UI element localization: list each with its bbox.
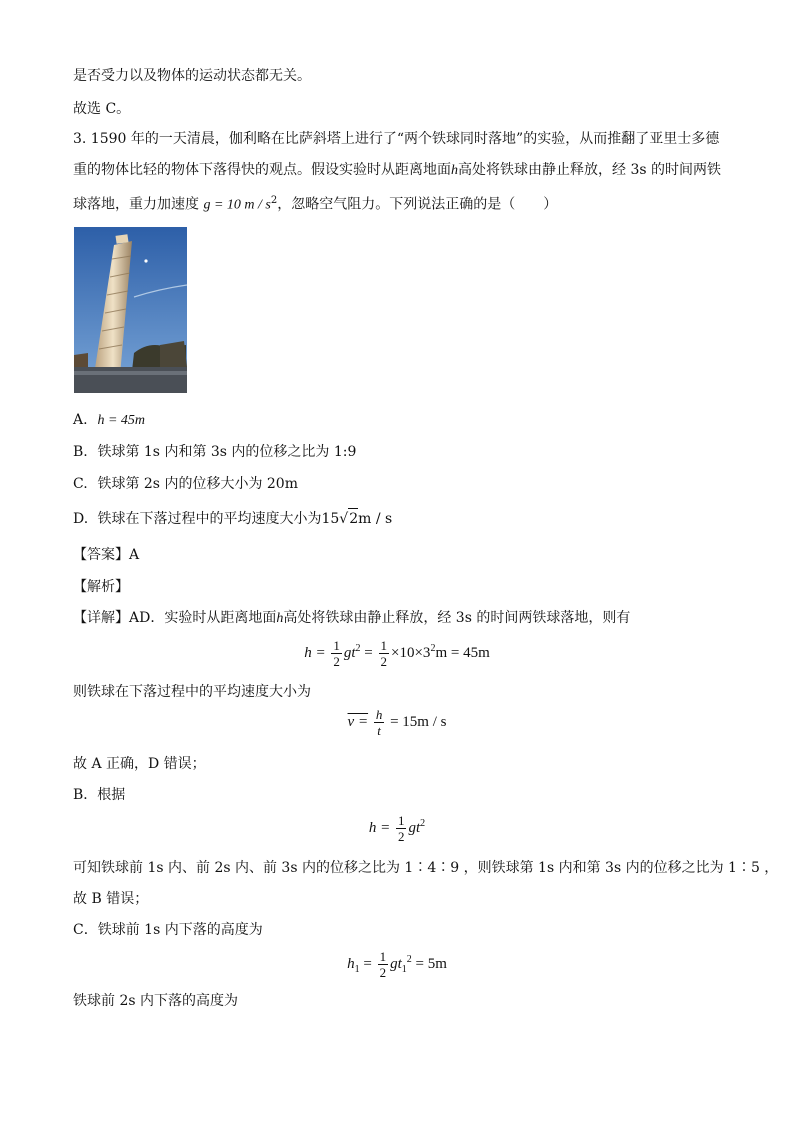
detail-line-4: B．根据 <box>73 787 126 803</box>
detail-line-8: 铁球前 2s 内下落的高度为 <box>73 993 238 1009</box>
question-3-line-3: 球落地，重力加速度 g = 10 m / $s^2$，忽略空气阻力。下列说法正确的是（ ） <box>73 195 558 213</box>
detail-label: 【详解】 <box>73 610 129 626</box>
option-letter: A. <box>73 412 88 428</box>
gravity-expression: g = 10 m / s <box>203 197 271 213</box>
option-text: 铁球在下落过程中的平均速度大小为 <box>97 511 322 527</box>
formula-term: gt <box>390 955 402 972</box>
detail-line-6: 故 B 错误； <box>73 891 149 907</box>
answer-line <box>73 545 139 565</box>
detail-line-7: C．铁球前 1s 内下落的高度为 <box>73 922 263 938</box>
option-letter: D. <box>73 511 89 527</box>
analysis-label: 【解析】 <box>73 579 129 595</box>
option-letter: C. <box>73 476 88 492</box>
option-b <box>73 442 356 462</box>
formula-lhs: h <box>347 955 355 972</box>
text-segment: 高处将铁球由静止释放，经 3s 的时间两铁球落地，则有 <box>283 610 631 626</box>
fraction-h-over-t: $\frac{h}{t}$ <box>375 707 383 738</box>
text-segment: 高处将铁球由静止释放，经 3s 的时间两铁 <box>458 162 721 178</box>
text-segment: ，忽略空气阻力。下列说法正确的是（ ） <box>277 196 558 213</box>
option-text: 铁球第 2s 内的位移大小为 20m <box>97 476 298 492</box>
pisa-tower-illustration <box>74 227 187 393</box>
option-a <box>73 410 145 431</box>
option-text: 铁球第 1s 内和第 3s 内的位移之比为 1:9 <box>97 444 357 460</box>
detail-line-3: 故 A 正确，D 错误； <box>73 756 206 772</box>
option-value: 15 <box>321 511 340 527</box>
option-c <box>73 474 298 494</box>
answer-value: A <box>129 547 140 563</box>
formula-free-fall: h = $\frac{1}{2}$ $gt^2$ <box>368 813 426 844</box>
fraction-half: $\frac{1}{2}$ <box>397 813 405 844</box>
detail-line-1 <box>73 608 630 629</box>
formula-result: = 15m / s <box>390 713 447 730</box>
question-3-line-2 <box>73 160 721 181</box>
detail-line-5: 可知铁球前 1s 内、前 2s 内、前 3s 内的位移之比为 1∶4∶9 ，则铁球第 1s 内和第 3s 内的位移之比为 1∶5 ， <box>73 860 779 876</box>
formula-result: = 5m <box>415 955 447 972</box>
text-line: 是否受力以及物体的运动状态都无关。 <box>73 68 311 84</box>
option-letter: B. <box>73 444 88 460</box>
question-3-line-1: 3. 1590 年的一天清晨，伽利略在比萨斜塔上进行了“两个铁球同时落地”的实验，从而推翻了亚里士多德 <box>73 131 720 147</box>
detail-line-2: 则铁球在下落过程中的平均速度大小为 <box>73 684 311 700</box>
formula-term: gt <box>408 819 421 836</box>
option-d: D. 铁球在下落过程中的平均速度大小为15√2m / s <box>73 508 392 529</box>
formula-lhs: h = <box>304 644 326 661</box>
formula-term: gt <box>343 644 356 661</box>
fraction-half: $\frac{1}{2}$ <box>380 638 388 669</box>
formula-average-velocity <box>0 707 794 738</box>
text-line: 故选 C。 <box>73 101 131 117</box>
formula-h1: $h_1$ = $\frac{1}{2}$ $gt_1^2 = 5m$ <box>347 949 447 980</box>
sqrt-radicand: 2 <box>348 508 358 529</box>
variable-h: h <box>451 163 458 178</box>
pisa-tower-photo <box>74 227 187 393</box>
formula-lhs: v = <box>347 713 369 730</box>
fraction-half: $\frac{1}{2}$ <box>379 949 387 980</box>
formula-result: m = 45m <box>435 644 490 661</box>
option-unit: m / s <box>358 511 393 527</box>
formula-lhs: h = <box>368 819 391 836</box>
text-segment: 重的物体比轻的物体下落得快的观点。假设实验时从距离地面 <box>73 162 451 178</box>
fraction-half: $\frac{1}{2}$ <box>333 638 340 669</box>
option-text: h = 45m <box>97 413 146 428</box>
text-segment: AD．实验时从距离地面 <box>129 610 277 626</box>
formula-term: ×10×3 <box>391 644 431 661</box>
formula-height: h = $\frac{1}{2}$ $gt^2$ = $\frac{1}{2}$ $\times 10\times 3^2m = 45m$ <box>304 638 490 669</box>
text-segment: 球落地，重力加速度 <box>73 196 199 213</box>
variable-h: h <box>276 611 284 626</box>
answer-label: 【答案】 <box>73 547 129 563</box>
